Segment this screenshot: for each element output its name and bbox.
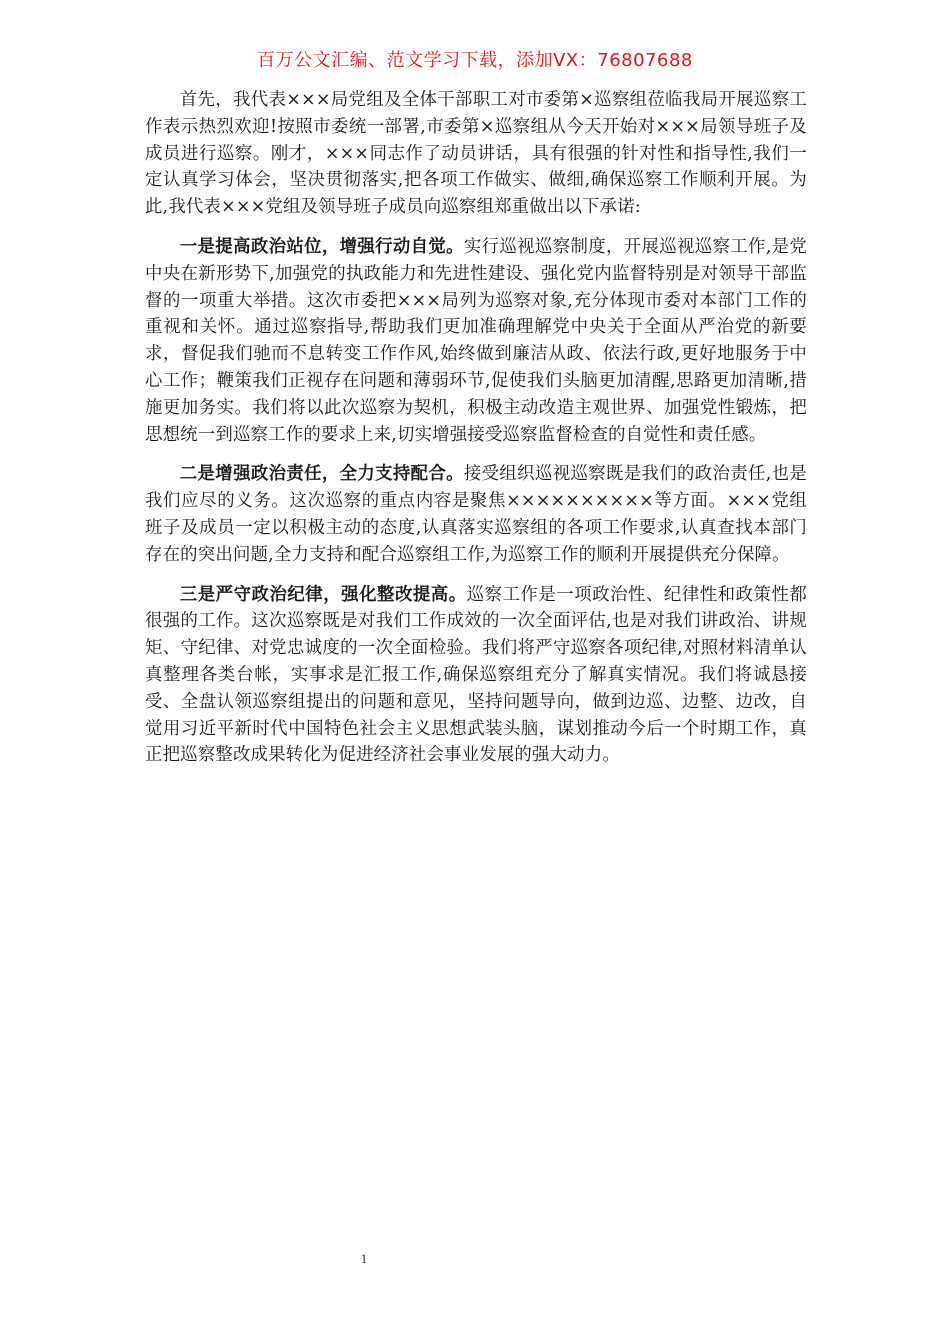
commitment-text-1: 实行巡视巡察制度，开展巡视巡察工作,是党中央在新形势下,加强党的执政能力和先进性建设、强化党内监督特别是对领导干部监督的一项重大举措。这次市委把×××局列为巡察对象,充分体现市委对本部门工作的重视和关怀。通过巡察指导,帮助我们更加准确理解党中央关于全面从严治党的新要求，督促我们驰而不息转变工作作风,始终做到廉洁从政、依法行政,更好地服务于中心工作；鞭策我们正视存在问题和薄弱环节,促使我们头脑更加清醒,思路更加清晰,措施更加务实。我们将以此次巡察为契机，积极主动改造主观世界、加强党性锻炼，把思想统一到巡察工作的要求上来,切实增强接受巡察监督检查的自觉性和责任感。 (145, 236, 808, 445)
commitment-heading-1: 一是提高政治站位，增强行动自觉。 (179, 236, 464, 257)
commitment-heading-2: 二是增强政治责任，全力支持配合。 (179, 464, 464, 485)
intro-paragraph: 首先，我代表×××局党组及全体干部职工对市委第×巡察组莅临我局开展巡察工作表示热烈欢迎!按照市委统一部署,市委第×巡察组从今天开始对×××局领导班子及成员进行巡察。刚才，×××同志作了动员讲话，具有很强的针对性和指导性,我们一定认真学习体会，坚决贯彻落实,把各项工作做实、做细,确保巡察工作顺利开展。为此,我代表×××党组及领导班子成员向巡察组郑重做出以下承诺: (145, 90, 807, 218)
commitment-paragraph-2 (145, 461, 807, 568)
page-number: 1 (360, 1251, 368, 1266)
commitment-text-2: 接受组织巡视巡察既是我们的政治责任,也是我们应尽的义务。这次巡察的重点内容是聚焦××××××××××等方面。×××党组班子及成员一定以积极主动的态度,认真落实巡察组的各项工作要求,认真查找本部门存在的突出问题,全力支持和配合巡察组工作,为巡察工作的顺利开展提供充分保障。 (145, 464, 808, 565)
commitment-paragraph-1 (145, 234, 807, 448)
commitment-paragraph-3 (145, 582, 807, 770)
download-notice-header: 百万公文汇编、范文学习下载，添加VX：76807688 (257, 50, 693, 71)
commitment-heading-3: 三是严守政治纪律，强化整改提高。 (179, 584, 467, 605)
document-body (145, 87, 807, 782)
commitment-text-3: 巡察工作是一项政治性、纪律性和政策性都很强的工作。这次巡察既是对我们工作成效的一次全面评估,也是对我们讲政治、讲规矩、守纪律、对党忠诚度的一次全面检验。我们将严守巡察各项纪律,对照材料清单认真整理各类台帐，实事求是汇报工作,确保巡察组充分了解真实情况。我们将诚恳接受、全盘认领巡察组提出的问题和意见，坚持问题导向，做到边巡、边整、边改，自觉用习近平新时代中国特色社会主义思想武装头脑，谋划推动今后一个时期工作，真正把巡察整改成果转化为促进经济社会事业发展的强大动力。 (145, 584, 807, 766)
